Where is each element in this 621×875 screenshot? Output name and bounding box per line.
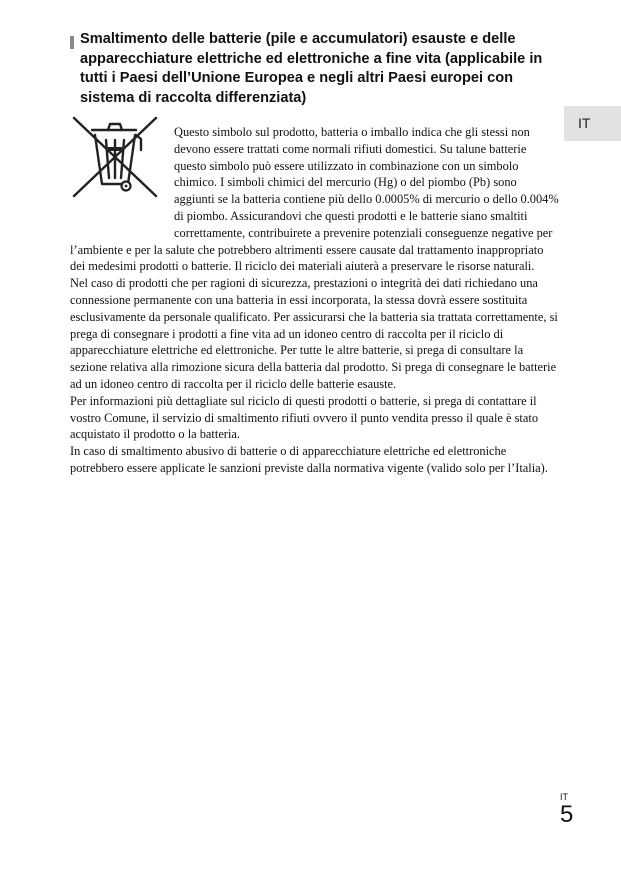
heading-marker — [70, 36, 74, 49]
page-number: 5 — [560, 801, 574, 828]
body-text — [70, 124, 560, 477]
icon-spacer — [70, 124, 174, 225]
section-heading: Smaltimento delle batterie (pile e accumulatori) esauste e delle apparecchiature elettriche ed elettroniche a fine vita (applicabile in tutti i Paesi dell’Unione Europea e negli altri Paesi europei con sistema di raccolta differenziata) — [80, 31, 543, 106]
page-footer — [560, 792, 584, 828]
paragraph: Questo simbolo sul prodotto, batteria o imballo indica che gli stessi non devono essere trattati come normali rifiuti domestici. Su talune batterie questo simbolo può essere utilizzato in combinazione con un simbolo chimico. I simboli chimici del mercurio (Hg) o del piombo (Pb) sono aggiunti se la batteria contiene più dello 0.0005% di mercurio o dello 0.004% di piombo. Assicurandovi che questi prodotti e le batterie siano smaltiti correttamente, contribuirete a prevenire potenziali conseguenze negative per l’ambiente e per la salute che potrebbero altrimenti essere causate dal trattamento inappropriato dei medesimi prodotti o batterie. Il riciclo dei materiali aiuterà a preservare le risorse naturali. — [70, 125, 559, 274]
paragraph: Nel caso di prodotti che per ragioni di sicurezza, prestazioni o integrità dei dati richiedano una connessione permanente con una batteria in essi incorporata, la stessa dovrà essere sostituita esclusivamente da personale qualificato. Per assicurarsi che la batteria sia trattata correttamente, si prega di consegnare i prodotti a fine vita ad un idoneo centro di raccolta per il riciclo di apparecchiature elettriche ed elettroniche. Per tutte le altre batterie, si prega di consultare la sezione relativa alla rimozione sicura della batteria dal prodotto. Si prega di consegnare le batterie ad un idoneo centro di raccolta per il riciclo delle batterie esauste. — [70, 276, 558, 391]
footer-language: IT — [560, 792, 568, 802]
language-tab: IT — [564, 106, 621, 141]
paragraph: Per informazioni più dettagliate sul riciclo di questi prodotti o batterie, si prega di contattare il vostro Comune, il servizio di smaltimento rifiuti ovvero il punto vendita presso il quale è stato acquistato il prodotto o la batteria. — [70, 393, 539, 442]
paragraph: In caso di smaltimento abusivo di batterie o di apparecchiature elettriche ed elettroniche potrebbero essere applicate le sanzioni previste dalla normativa vigente (valido solo per l’Italia). — [70, 444, 548, 475]
